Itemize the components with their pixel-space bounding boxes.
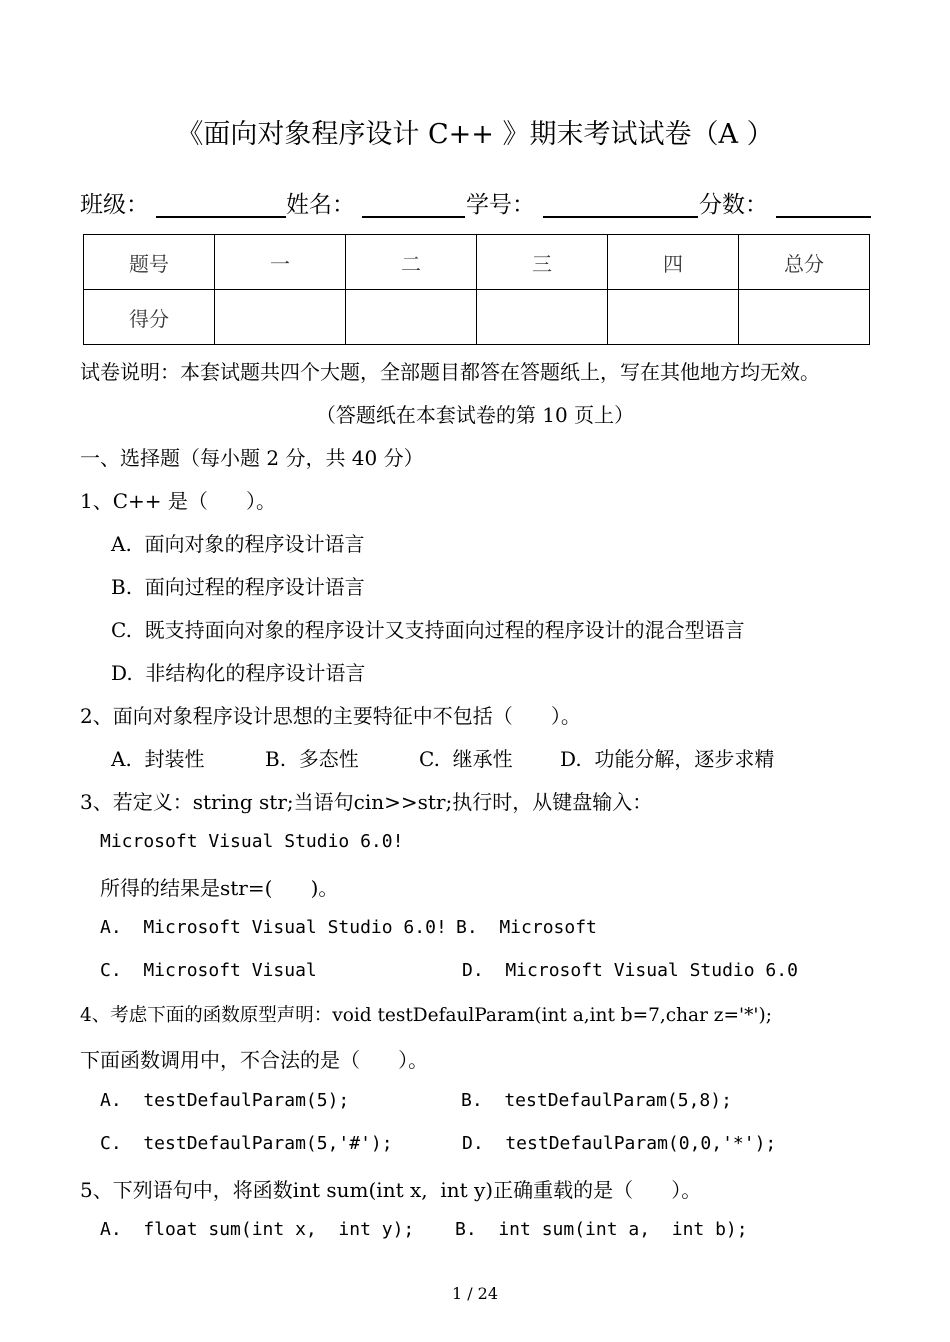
score-table-header: 一 [215,235,346,290]
score-blank [776,216,871,218]
question-3-option-b: B. Microsoft [456,917,597,938]
question-4-option-c: C. testDefaulParam(5,'#'); [100,1133,393,1154]
score-table-header: 四 [608,235,739,290]
score-row-label: 得分 [84,290,215,345]
student-id-label: 学号： [466,192,535,218]
score-cell [346,290,477,345]
score-cell [215,290,346,345]
question-2-option-a: A. 封装性 [111,747,205,771]
score-table-score-row [84,290,870,345]
class-label: 班级： [80,192,149,218]
question-2-option-c: C. 继承性 [419,747,513,771]
question-4-option-d: D. testDefaulParam(0,0,'*'); [462,1133,777,1154]
section-heading: 一、选择题（每小题 2 分，共 40 分） [80,446,424,470]
exam-title: 《面向对象程序设计 C++ 》期末考试试卷（A ） [176,119,774,150]
score-table-header: 三 [477,235,608,290]
page-number: 1 / 24 [451,1284,499,1303]
name-blank [362,216,465,218]
question-3-stem: 3、若定义：string str;当语句cin>>str;执行时，从键盘输入： [80,790,653,814]
question-2-stem: 2、面向对象程序设计思想的主要特征中不包括（ ）。 [80,704,581,728]
question-4-stem: 4、考虑下面的函数原型声明：void testDefaulParam(int a,int b=7,char z='*'); [80,1005,772,1026]
score-table-header: 二 [346,235,477,290]
question-1-stem: 1、C++ 是（ ）。 [80,489,277,513]
question-3-option-a: A. Microsoft Visual Studio 6.0! [100,917,447,938]
question-3-input: Microsoft Visual Studio 6.0! [100,831,404,852]
student-id-blank [543,216,698,218]
exam-instructions: 试卷说明：本套试题共四个大题，全部题目都答在答题纸上，写在其他地方均无效。 [80,360,820,384]
question-1-option-a: A. 面向对象的程序设计语言 [111,532,365,556]
score-cell [608,290,739,345]
score-table-header-row [84,235,870,290]
answer-sheet-note: （答题纸在本套试卷的第 10 页上） [315,403,635,427]
score-table-header: 总分 [739,235,870,290]
name-label: 姓名： [286,192,355,218]
question-5-stem: 5、下列语句中，将函数int sum(int x, int y)正确重载的是（ ）。 [80,1178,702,1202]
question-3-option-d: D. Microsoft Visual Studio 6.0 [462,960,798,981]
question-1-option-c: C. 既支持面向对象的程序设计又支持面向过程的程序设计的混合型语言 [111,618,745,642]
question-3-option-c: C. Microsoft Visual [100,960,317,981]
class-blank [156,216,286,218]
question-4-option-a: A. testDefaulParam(5); [100,1090,350,1111]
score-table-header: 题号 [84,235,215,290]
question-2-option-b: B. 多态性 [265,747,359,771]
score-table [83,234,870,345]
question-2-option-d: D. 功能分解，逐步求精 [560,747,775,771]
question-3-question: 所得的结果是str=( )。 [100,876,339,900]
score-cell [739,290,870,345]
question-4-stem-2: 下面函数调用中，不合法的是（ ）。 [80,1048,429,1072]
question-1-option-d: D. 非结构化的程序设计语言 [111,661,366,685]
score-label: 分数： [699,192,768,218]
score-cell [477,290,608,345]
question-5-option-b: B. int sum(int a, int b); [455,1219,748,1240]
question-4-option-b: B. testDefaulParam(5,8); [461,1090,732,1111]
question-5-option-a: A. float sum(int x, int y); [100,1219,415,1240]
question-1-option-b: B. 面向过程的程序设计语言 [111,575,365,599]
